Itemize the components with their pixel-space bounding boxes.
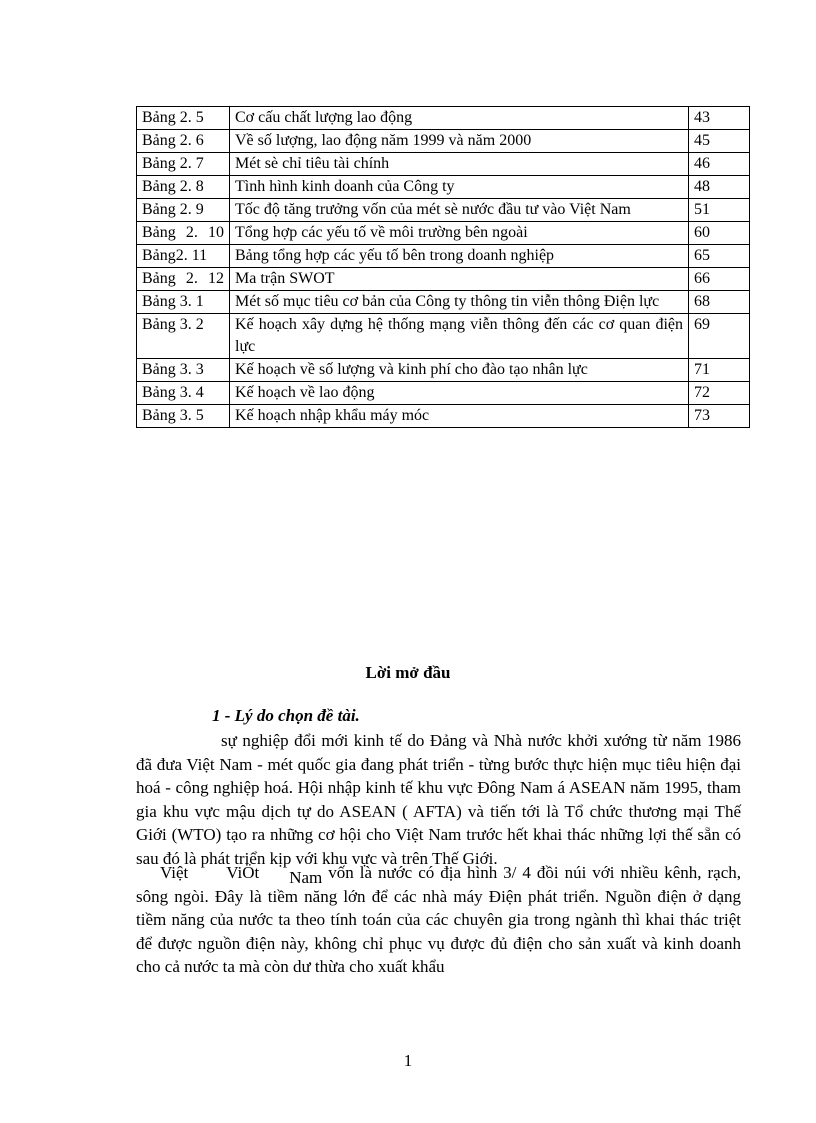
- paragraph-2-word: ViÖt: [226, 863, 260, 882]
- section-title: 1 - Lý do chọn đề tài.: [212, 706, 360, 725]
- table-label: Bảng 3. 2: [137, 314, 230, 359]
- table-page: 72: [689, 382, 750, 405]
- table-label: Bảng 2. 10: [137, 222, 230, 245]
- table-row: [137, 359, 750, 382]
- table-title: Ma trận SWOT: [230, 268, 689, 291]
- table-row: [137, 222, 750, 245]
- table-page: 65: [689, 245, 750, 268]
- table-of-tables: [136, 106, 750, 428]
- table-label: Bảng 2. 6: [137, 130, 230, 153]
- table-title: Về số lượng, lao động năm 1999 và năm 2000: [230, 130, 689, 153]
- table-page: 45: [689, 130, 750, 153]
- page-title: Lời mở đầu: [365, 663, 451, 682]
- table-label: Bảng 2. 5: [137, 107, 230, 130]
- table-page: 43: [689, 107, 750, 130]
- table-label: Bảng 3. 3: [137, 359, 230, 382]
- table-label: Bảng2. 11: [137, 245, 230, 268]
- page-number: 1: [403, 1051, 413, 1070]
- table-row: [137, 382, 750, 405]
- table-title: Kế hoạch xây dựng hệ thống mạng viễn thông đến các cơ quan điện lực: [230, 314, 689, 359]
- paragraph-2-sub: Nam: [289, 868, 323, 887]
- table-title: Mét sè chỉ tiêu tài chính: [230, 153, 689, 176]
- table-title: Tổng hợp các yếu tố về môi trường bên ngoài: [230, 222, 689, 245]
- table-title: Kế hoạch về số lượng và kinh phí cho đào tạo nhân lực: [230, 359, 689, 382]
- table-label: Bảng 2. 8: [137, 176, 230, 199]
- table-page: 51: [689, 199, 750, 222]
- table-title: Tình hình kinh doanh của Công ty: [230, 176, 689, 199]
- table-row: [137, 153, 750, 176]
- table-title: Kế hoạch nhập khẩu máy móc: [230, 405, 689, 428]
- table-page: 73: [689, 405, 750, 428]
- table-label: Bảng 2. 9: [137, 199, 230, 222]
- table-title: Kế hoạch về lao động: [230, 382, 689, 405]
- table-title: Tốc độ tăng trưởng vốn của mét sè nước đầu tư vào Việt Nam: [230, 199, 689, 222]
- table-row: [137, 405, 750, 428]
- table-title: Mét số mục tiêu cơ bản của Công ty thông tin viễn thông Điện lực: [230, 291, 689, 314]
- table-row: [137, 176, 750, 199]
- table-row: [137, 291, 750, 314]
- table-label: Bảng 3. 4: [137, 382, 230, 405]
- table-page: 69: [689, 314, 750, 359]
- table-label: Bảng 3. 5: [137, 405, 230, 428]
- paragraph-2-rest: vốn là nước có địa hình 3/ 4 đồi núi với nhiều kênh, rạch, sông ngòi. Đây là tiềm năng lớn để các nhà máy Điện phát triển. Nguồn điện ở dạng tiềm năng của nước ta theo tính toán của các chuyên gia trong ngành thì khai thác triệt để được nguồn điện này, không chỉ phục vụ được đủ điện cho sản xuất và kinh doanh cho cả nước ta mà còn dư thừa cho xuất khẩu: [136, 863, 741, 976]
- table-row: [137, 107, 750, 130]
- table-row: [137, 268, 750, 291]
- paragraph-2: [136, 861, 741, 979]
- table-title: Cơ cấu chất lượng lao động: [230, 107, 689, 130]
- paragraph-2-lead: Việt: [160, 863, 189, 882]
- table-label: Bảng 2. 12: [137, 268, 230, 291]
- table-page: 66: [689, 268, 750, 291]
- table-page: 68: [689, 291, 750, 314]
- table-label: Bảng 3. 1: [137, 291, 230, 314]
- table-page: 60: [689, 222, 750, 245]
- table-row: [137, 314, 750, 359]
- paragraph-1: sự nghiệp đổi mới kinh tế do Đảng và Nhà nước khởi xướng từ năm 1986 đã đưa Việt Nam - mét quốc gia đang phát triển - từng bước thực hiện mục tiêu hiện đại hoá - công nghiệp hoá. Hội nhập kinh tế khu vực Đông Nam á ASEAN năm 1995, tham gia khu vực mậu dịch tự do ASEAN ( AFTA) và tiến tới là Tổ chức thương mại Thế Giới (WTO) tạo ra những cơ hội cho Việt Nam trước hết khai thác những lợi thế sẵn có sau đó là phát triển kịp với khu vực và trên Thế Giới.: [136, 731, 741, 868]
- table-label: Bảng 2. 7: [137, 153, 230, 176]
- table-title: Bảng tổng hợp các yếu tố bên trong doanh nghiệp: [230, 245, 689, 268]
- table-row: [137, 130, 750, 153]
- table-page: 48: [689, 176, 750, 199]
- table-row: [137, 245, 750, 268]
- table-row: [137, 199, 750, 222]
- table-page: 71: [689, 359, 750, 382]
- table-page: 46: [689, 153, 750, 176]
